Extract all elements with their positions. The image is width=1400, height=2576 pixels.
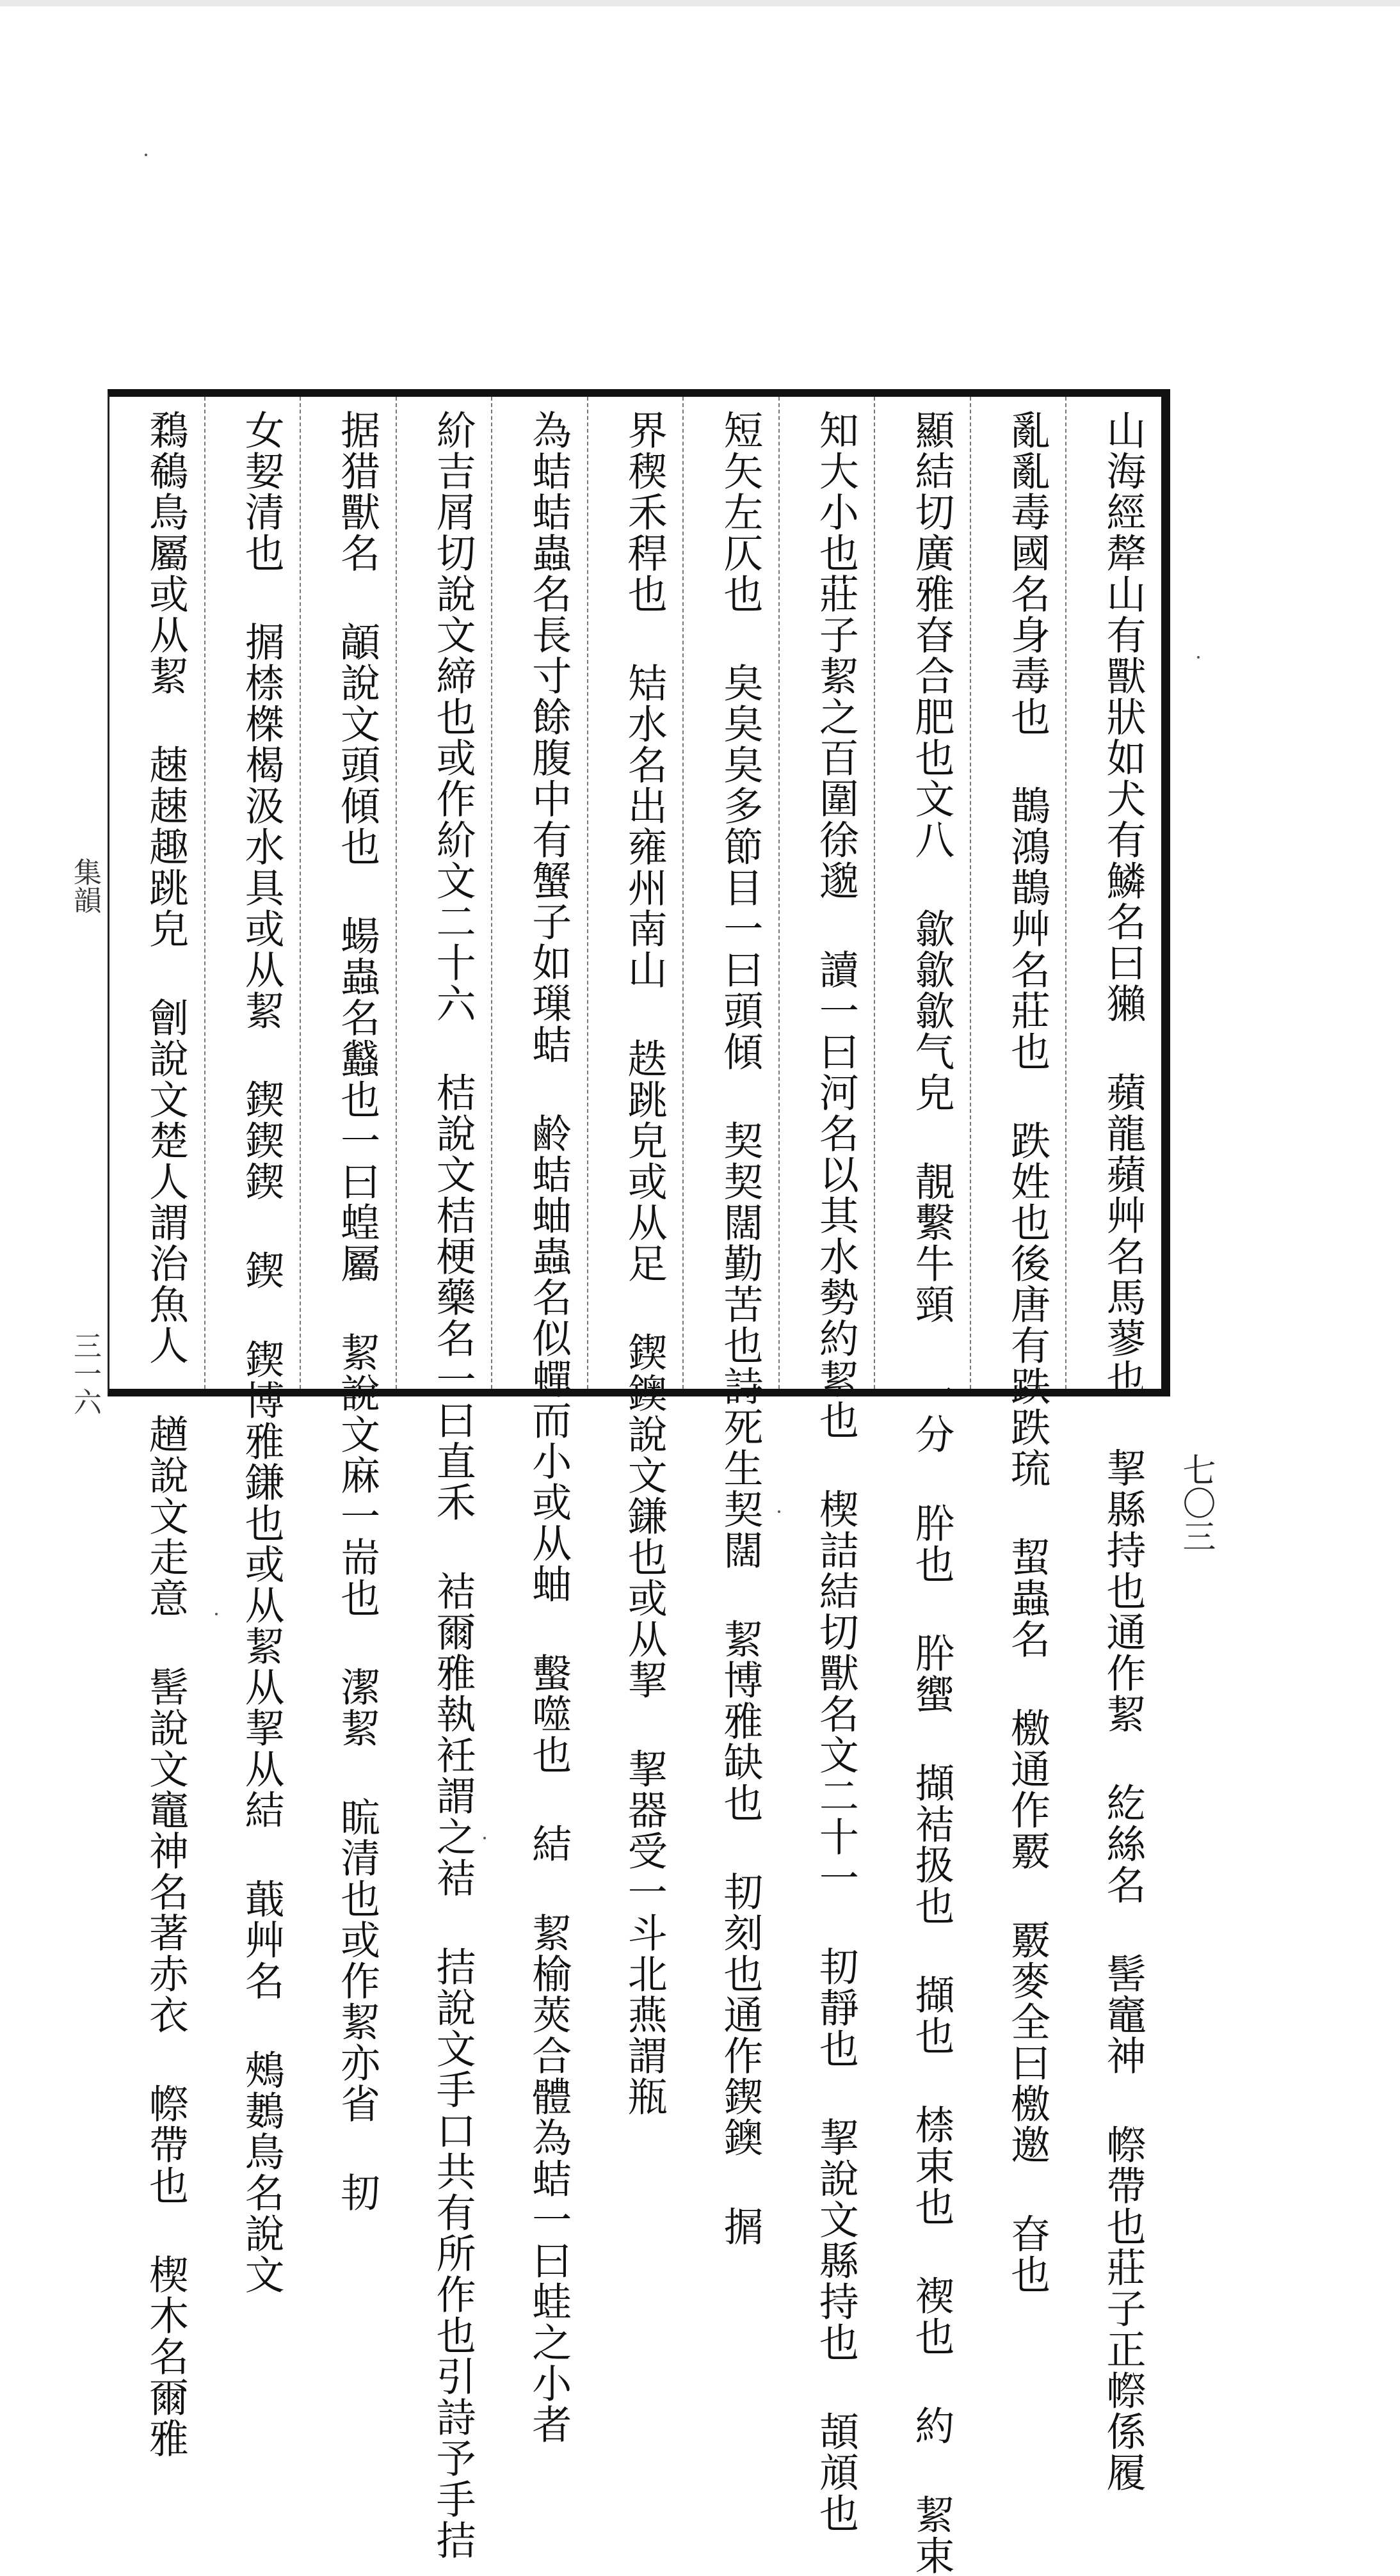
column-text: 為蛣蛣蟲名長寸餘腹中有蟹子如璅蛣 鹷蛣蚰蟲名似蟬而小或从蚰 蟿噬也 結 絜榆莢合體為蛣一曰蛙之小者	[525, 410, 572, 2445]
text-column	[491, 397, 587, 2445]
column-text: 亂亂毒國名身毒也 鵲鴻鵲艸名莊也 跌姓也後唐有跌跌琉 蛪蟲名 檄通作覈 覈麥全曰檄邀 昚也	[1004, 410, 1051, 2295]
margin-mark-title: 集韻	[68, 858, 101, 914]
scan-speck	[483, 1837, 486, 1839]
text-columns	[109, 397, 1161, 2576]
column-text: 据猎獸名 䯪說文頭傾也 蝪蟲名蠽也一曰蝗屬 絜說文麻一耑也 潔絜 䀮清也或作絜亦省 㓞	[334, 410, 381, 2213]
text-column	[1065, 397, 1161, 2493]
scan-top-edge	[0, 0, 1400, 6]
text-column	[874, 397, 970, 2576]
text-column	[970, 397, 1066, 2295]
text-column	[396, 397, 492, 2561]
column-text: 女㛃清也 㨝㮏榤楬汲水具或从絜 鍥鍥鍥 鍥 鍥博雅鎌也或从絜从挈从結 蕺艸名 鵊鶈鳥名說文	[238, 410, 286, 2295]
column-text: 山海經犛山有獸狀如犬有鱗名曰獺 蘋龍蘋艸名馬蓼也 挈縣持也通作絜 紇絲名 髺竈神 㡜帶也莊子正㡜係履	[1100, 410, 1147, 2493]
column-text: 紒吉屑切說文締也或作紒文二十六 桔說文桔梗藥名一曰直禾 袺爾雅執衽謂之袺 拮說文手口共有所作也引詩予手拮	[430, 410, 477, 2561]
column-text: 知大小也莊子絜之百圍徐邈 讀一曰河名以其水勢約絜也 楔詰結切獸名文二十一 㓞靜也 挈說文縣持也 頡頏也	[812, 410, 860, 2534]
text-column	[778, 397, 874, 2534]
page-number: 七〇三	[1177, 1453, 1215, 1553]
column-text: 界稧禾稈也 䂒水名出雍州南山 趃跳皃或从足 鍥鐭說文鎌也或从挈 挈器受一斗北燕謂瓶	[621, 410, 668, 2117]
margin-mark-number: 三一六	[68, 1331, 101, 1416]
text-column	[204, 397, 300, 2295]
column-text: 短矢左仄也 㚖㚖㚖多節目一曰頭傾 契契闊勤苦也詩死生契闊 絜博雅缺也 㓞刻也通作鍥鐭 㨝	[716, 410, 764, 2247]
text-column	[300, 397, 396, 2213]
column-text: 顯結切廣雅昚合肥也文八 歙歙歙气皃 靚繫牛頸 一分 肸也 肸蠁 擷袺扱也 擷也 㮏束也 褉也 約 絜束	[908, 410, 955, 2576]
text-block-frame	[108, 389, 1170, 2576]
text-column	[682, 397, 778, 2247]
column-text: 鶔鵗鳥屬或从絜 趚趚趣跳皃 劊說文楚人謂治魚人 趥說文走意 髺說文竈神名著赤衣 㡜帶也 楔木名爾雅	[142, 410, 189, 2459]
scan-speck	[1197, 656, 1200, 659]
text-column	[109, 397, 204, 2459]
scan-speck	[215, 1613, 218, 1615]
scan-speck	[145, 154, 147, 156]
text-column	[587, 397, 683, 2117]
scan-speck	[778, 1510, 780, 1513]
